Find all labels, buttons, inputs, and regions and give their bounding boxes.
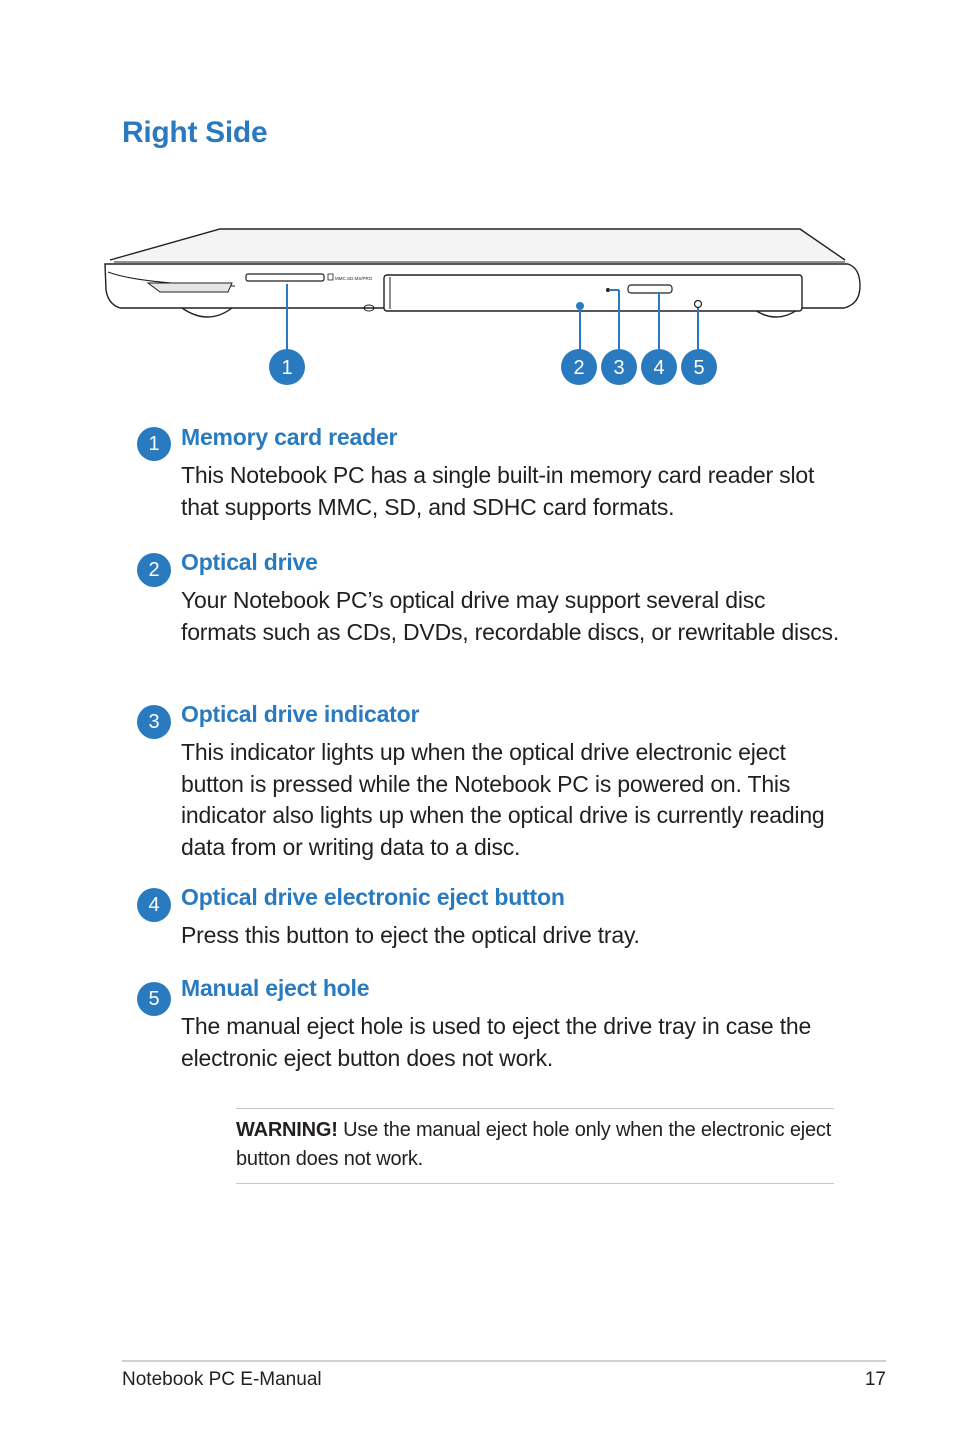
warning-message: Use the manual eject hole only when the electronic eject button does not work. <box>236 1119 832 1170</box>
item-body: The manual eject hole is used to eject the drive tray in case the electronic eject button does not work. <box>181 1013 812 1071</box>
item-body: Press this button to eject the optical drive tray. <box>181 922 640 948</box>
laptop-right-side-diagram <box>100 220 865 390</box>
svg-text:2: 2 <box>573 357 585 379</box>
svg-text:5: 5 <box>693 357 705 379</box>
item-title: Manual eject hole <box>181 975 370 1001</box>
callout-3 <box>601 349 637 385</box>
item-title: Optical drive indicator <box>181 701 420 727</box>
item-number-badge: 4 <box>137 888 171 922</box>
item-number-badge: 2 <box>137 553 171 587</box>
item-body: This Notebook PC has a single built-in memory card reader slot that supports MMC, SD, and SDHC card formats. <box>181 462 815 520</box>
item-body: Your Notebook PC’s optical drive may support several disc formats such as CDs, DVDs, recordable discs, or rewritable discs. <box>181 587 840 645</box>
item-title: Optical drive <box>181 549 318 575</box>
item-number-badge: 3 <box>137 705 171 739</box>
svg-text:1: 1 <box>281 357 293 379</box>
footer-divider <box>122 1360 886 1362</box>
footer-manual-title: Notebook PC E-Manual <box>122 1369 322 1390</box>
warning-note <box>236 1108 834 1184</box>
item-body: This indicator lights up when the optical drive electronic eject button is pressed while the Notebook PC is powered on. This indicator also lights up when the optical drive is currently reading data from or writing data to a disc. <box>181 739 825 860</box>
page-number: 17 <box>864 1369 886 1390</box>
callout-5 <box>681 349 717 385</box>
item-number-badge: 5 <box>137 982 171 1016</box>
card-slot-label: MMC.SD.MS/PRO <box>335 276 373 281</box>
item-title: Memory card reader <box>181 424 398 450</box>
item-title: Optical drive electronic eject button <box>181 884 565 910</box>
warning-text <box>236 1116 836 1174</box>
page-title: Right Side <box>122 116 268 149</box>
callout-2 <box>561 349 597 385</box>
callout-4 <box>641 349 677 385</box>
svg-text:3: 3 <box>613 357 625 379</box>
svg-text:4: 4 <box>653 357 665 379</box>
callout-1 <box>269 349 305 385</box>
warning-label: WARNING! <box>236 1119 338 1141</box>
item-number-badge: 1 <box>137 427 171 461</box>
